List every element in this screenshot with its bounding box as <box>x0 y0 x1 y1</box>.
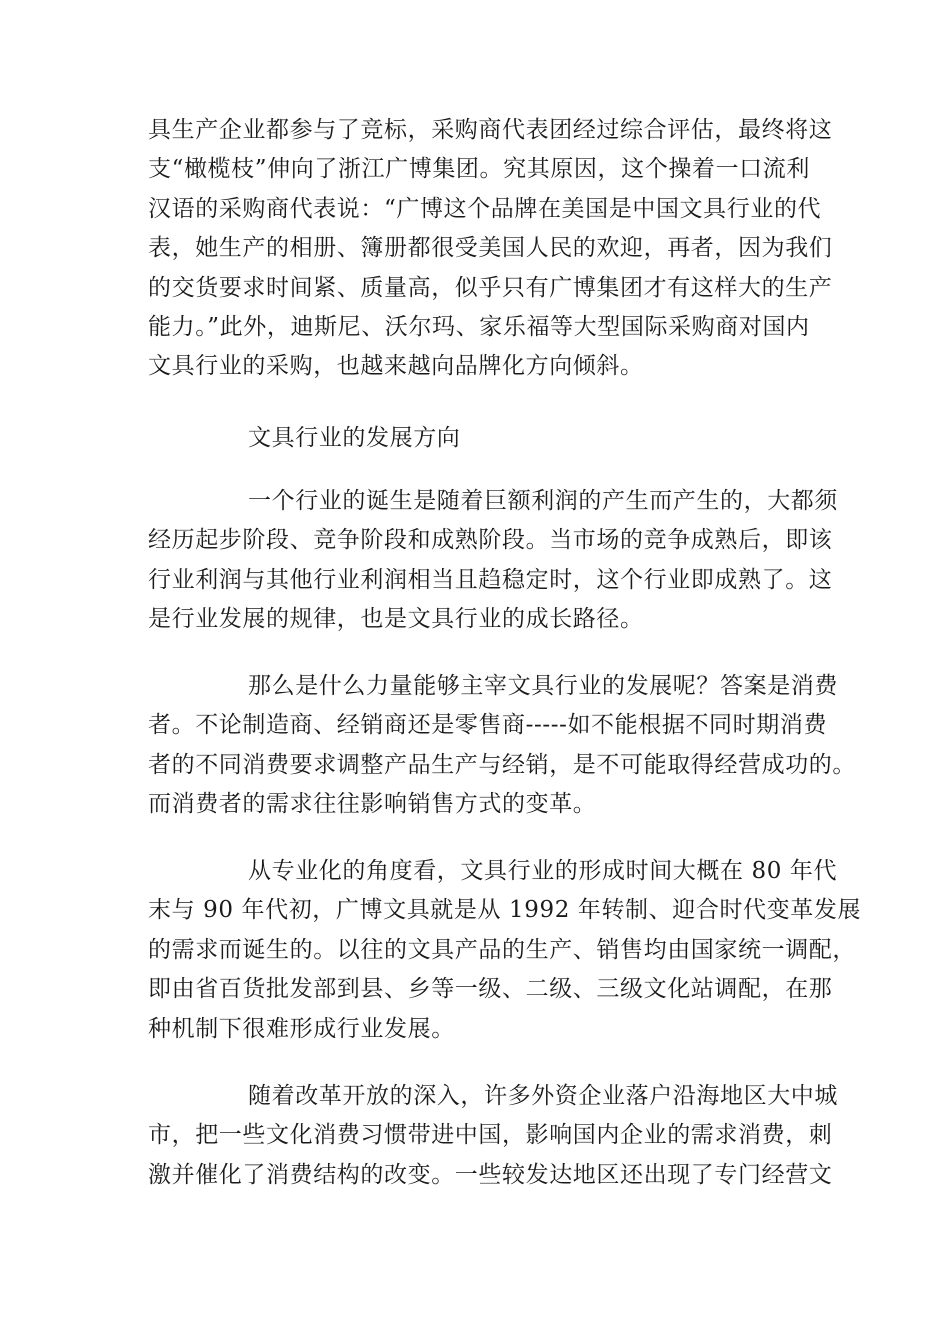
paragraph-line: 能力。”此外，迪斯尼、沃尔玛、家乐福等大型国际采购商对国内 <box>148 313 810 340</box>
paragraph-line: 是行业发展的规律，也是文具行业的成长路径。 <box>148 606 644 633</box>
paragraph-line: 一个行业的诞生是随着巨额利润的产生而产生的，大都须 <box>248 488 838 514</box>
paragraph-line: 行业利润与其他行业利润相当且趋稳定时，这个行业即成熟了。这 <box>148 566 833 593</box>
paragraph-line: 的交货要求时间紧、质量高，似乎只有广博集团才有这样大的生产 <box>148 274 833 301</box>
paragraph-line: 表，她生产的相册、簿册都很受美国人民的欢迎，再者，因为我们 <box>148 235 833 262</box>
paragraph-line: 而消费者的需求往往影响销售方式的变革。 <box>148 791 597 818</box>
paragraph-5 <box>148 1077 838 1195</box>
section-heading: 文具行业的发展方向 <box>248 425 461 451</box>
paragraph-line: 那么是什么力量能够主宰文具行业的发展呢？答案是消费 <box>248 673 838 699</box>
paragraph-line: 随着改革开放的深入，许多外资企业落户沿海地区大中城 <box>248 1083 838 1109</box>
paragraph-line: 即由省百货批发部到县、乡等一级、二级、三级文化站调配，在那 <box>148 976 833 1003</box>
paragraph-3 <box>148 667 856 825</box>
paragraph-line: 的需求而诞生的。以往的文具产品的生产、销售均由国家统一调配， <box>148 936 856 963</box>
paragraph-line: 经历起步阶段、竞争阶段和成熟阶段。当市场的竞争成熟后，即该 <box>148 527 833 554</box>
paragraph-2 <box>148 482 838 640</box>
paragraph-line: 种机制下很难形成行业发展。 <box>148 1015 455 1042</box>
paragraph-line: 者的不同消费要求调整产品生产与经销，是不可能取得经营成功的。 <box>148 751 856 778</box>
paragraph-line: 具生产企业都参与了竞标，采购商代表团经过综合评估，最终将这 <box>148 117 833 143</box>
paragraph-line: 激并催化了消费结构的改变。一些较发达地区还出现了专门经营文 <box>148 1161 833 1188</box>
paragraph-line: 支“橄榄枝”伸向了浙江广博集团。究其原因，这个操着一口流利 <box>148 156 810 183</box>
paragraph-4 <box>148 852 862 1049</box>
paragraph-line: 者。不论制造商、经销商还是零售商-----如不能根据不同时期消费 <box>148 712 828 739</box>
paragraph-line: 文具行业的采购，也越来越向品牌化方向倾斜。 <box>148 353 644 380</box>
paragraph-1 <box>148 111 833 387</box>
paragraph-line: 汉语的采购商代表说：“广博这个品牌在美国是中国文具行业的代 <box>148 195 822 222</box>
paragraph-line: 市，把一些文化消费习惯带进中国，影响国内企业的需求消费，刺 <box>148 1122 833 1149</box>
paragraph-line: 从专业化的角度看，文具行业的形成时间大概在 80 年代 <box>248 858 838 884</box>
paragraph-line: 末与 90 年代初，广博文具就是从 1992 年转制、迎合时代变革发展 <box>148 897 862 924</box>
